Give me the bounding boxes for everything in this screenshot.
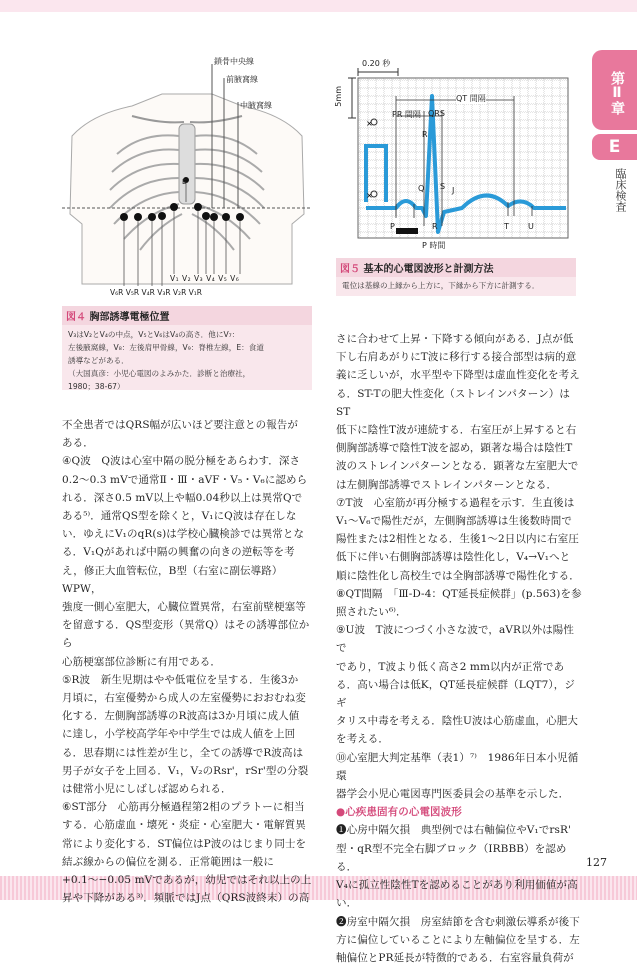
- left-line: +0.1〜−0.05 mVであるが，幼児ではそれ以上の上: [62, 874, 312, 887]
- label-E: E: [182, 178, 187, 186]
- right-line: V₁〜V₆で陽性だが，左側胸部誘導は生後数時間で: [336, 515, 572, 528]
- right-line: 器学会小児心電図専門医委員会の基準を示した．: [336, 788, 570, 801]
- fig5-time-label: 0.20 秒: [362, 59, 391, 68]
- left-line: ④Q波 Q波は心室中隔の脱分極をあらわす．深さ: [62, 455, 301, 468]
- section-tab: E: [592, 134, 637, 160]
- fig5-ptime: P 時間: [422, 241, 446, 250]
- left-line: 強度一側心室肥大，心臓位置異常，右室前壁梗塞等: [62, 601, 306, 614]
- left-line: に達し，小学校高学年や中学生では成人値を上回: [62, 728, 296, 741]
- fig5-note: 電位は基線の上縁から上方に，下縁から下方に計測する．: [342, 281, 540, 290]
- right-line: 低下に陰性T波が連続する．右室圧が上昇すると右: [336, 424, 577, 437]
- right-line: 照されたい⁶⁾．: [336, 606, 407, 619]
- fig5-P: P: [390, 222, 395, 231]
- fig4-number: 図４: [66, 312, 86, 323]
- left-line: ある⁵⁾．通常QS型を除くと，V₁にQ波は存在しな: [62, 510, 297, 523]
- fig5-T: T: [504, 222, 509, 231]
- top-band: [0, 0, 637, 12]
- fig5-J: J: [452, 186, 455, 195]
- right-line: は左側胸部誘導でストレインパターンとなる．: [336, 478, 558, 491]
- fig5-number: 図５: [340, 264, 360, 275]
- right-line: 側胸部誘導で陰性T波を認め，顕著な場合は陰性T: [336, 442, 573, 455]
- left-line: 月頃に，右室優勢から成人の左室優勢におおむね変: [62, 692, 306, 705]
- left-line: 男子が女子を上回る．V₁，V₂のRsr'，rSr'型の分裂: [62, 764, 309, 777]
- fig4-note-2: 左後腋窩線，V₈：左後肩甲骨線，V₉：脊椎左線，E：食道: [68, 343, 264, 352]
- right-line: 順に陰性化し高校生では全胸部誘導で陽性化する．: [336, 569, 580, 582]
- right-line: タリス中毒を考える．陰性U波は心筋虚血，心肥大: [336, 715, 578, 728]
- right-line: ❷房室中隔欠損 房室結節を含む刺激伝導系が後下: [336, 915, 580, 928]
- figure-4: [62, 54, 312, 304]
- left-line: る．V₁Qがあれば中隔の興奮の向きの逆転等を考: [62, 546, 295, 559]
- fig4-title: 胸部誘導電極位置: [89, 312, 170, 323]
- fig5-pr-label: PR 間隔: [392, 110, 421, 119]
- left-column: [62, 416, 312, 907]
- fig4-note-4: （大国真彦：小児心電図のよみかた．診断と治療社，: [68, 369, 251, 378]
- page-number: 127: [586, 856, 607, 869]
- left-line: 不全患者ではQRS幅が広いほど要注意との報告が: [62, 419, 299, 431]
- figure-4-caption: [62, 306, 312, 390]
- right-line: る．ST-Tの肥大性変化（ストレインパターン）はST: [336, 387, 570, 418]
- figure-5: [336, 56, 576, 256]
- fig5-Q: Q: [418, 184, 425, 193]
- fig5-S: S: [440, 182, 446, 191]
- right-line: であり，T波より低く高さ2 mm以内が正常であ: [336, 660, 565, 673]
- section-heading: ●心疾患固有の心電図波形: [336, 806, 462, 819]
- left-line: ⑥ST部分 心筋再分極過程第2相のプラトーに相当: [62, 801, 305, 814]
- label-clavicular: 鎖骨中央線: [214, 57, 254, 66]
- fig5-qrs-label: QRS: [428, 109, 445, 118]
- figure-5-caption: [336, 258, 576, 296]
- right-line: ⑩心室肥大判定基準（表1）⁷⁾ 1986年日本小児循環: [336, 751, 579, 782]
- label-mid-axillary: 中腋窩線: [240, 101, 272, 110]
- fig5-mv-label: 5mm: [334, 86, 343, 107]
- left-line: ⑤R波 新生児期はやや低電位を呈する．生後3か: [62, 673, 299, 686]
- right-line: ⑧QT間隔 「Ⅲ-D-4：QT延長症候群」(p.563)を参: [336, 587, 582, 600]
- fig5-U: U: [528, 222, 534, 231]
- chest-lead-diagram: [62, 54, 312, 304]
- right-line: V₄に孤立性陰性Tを認めることがあり利用価値が高: [336, 879, 578, 892]
- right-column: [336, 330, 584, 967]
- fig5-qt-label: QT 間隔: [456, 94, 486, 103]
- fig4-note-5: 1980；38-67）: [68, 382, 125, 391]
- left-line: る．思春期には性差が生じ，全ての誘導でR波高は: [62, 746, 304, 759]
- fig5-title: 基本的心電図波形と計測方法: [363, 264, 494, 275]
- fig4-note-1: V₃はV₂とV₄の中点，V₅とV₆はV₄の高さ．他にV₇：: [68, 330, 240, 339]
- left-line: は健常小児にしばしば認められる．: [62, 783, 232, 796]
- left-line: を留意する．QS型変形（異常Q）はその誘導部位から: [62, 619, 310, 650]
- right-line: い．: [336, 897, 358, 910]
- left-line: れる．深さ0.5 mV以上や幅0.04秒以上は異常Qで: [62, 491, 303, 504]
- left-line: する．心筋虚血・壊死・炎症・心室肥大・電解質異: [62, 819, 306, 832]
- right-line: る．高い場合は低K，QT延長症候群（LQT7），ジギ: [336, 678, 575, 710]
- right-line: 型・qR型不完全右脚ブロック（IRBBB）を認める．: [336, 842, 567, 873]
- label-ant-axillary: 前腋窩線: [226, 75, 258, 84]
- fig4-note-3: 誘導などがある．: [68, 356, 129, 365]
- left-line: ある．: [62, 437, 94, 450]
- right-line: 低下に伴い右側胸部誘導は陰性化し，V₄→V₁へと: [336, 551, 571, 564]
- right-line: 方に偏位していることにより左軸偏位を呈する．左: [336, 933, 580, 946]
- fig5-R: R: [422, 130, 428, 139]
- svg-text:×: ×: [366, 119, 373, 128]
- right-line: 陽性または2相性となる．生後1〜2日以内に右室圧: [336, 533, 579, 546]
- right-line: ❶心房中隔欠損 典型例では右軸偏位やV₁でrsR': [336, 824, 571, 837]
- right-line: 波のストレインパターンとなる．顕著な左室肥大で: [336, 460, 579, 473]
- left-line: 昇や下降がある³⁾．頻脈ではJ点（QRS波終末）の高: [62, 892, 310, 905]
- leads-left: V₁ V₂ V₃ V₄ V₅ V₆: [170, 274, 240, 283]
- left-line: 心筋梗塞部位診断に有用である．: [62, 655, 221, 668]
- right-line: さに合わせて上昇・下降する傾向がある．J点が低: [336, 333, 574, 345]
- chapter-tab: 第Ⅱ章: [592, 50, 637, 130]
- side-tab: [592, 50, 637, 240]
- leads-right: V₆R V₅R V₄R V₃R V₂R V₁R: [110, 288, 203, 297]
- left-line: 常により変化する．ST偏位はP波のはじまり同士を: [62, 837, 307, 850]
- left-line: 0.2〜0.3 mVで通常Ⅱ・Ⅲ・aVF・V₅・V₆に認めら: [62, 473, 308, 486]
- left-line: い．ゆえにV₁のqR(s)は学校心臓検診では異常とな: [62, 528, 305, 541]
- right-line: ⑨U波 T波につづく小さな波で，aVR以外は陽性で: [336, 624, 574, 655]
- right-line: 義に乏しいが，水平型や下降型は虚血性変化を考え: [336, 369, 580, 382]
- left-line: 化する．左側胸部誘導のR波高は3か月頃に成人値: [62, 710, 300, 723]
- left-line: え，修正大血管転位，B型（右室に副伝導路）WPW，: [62, 564, 283, 595]
- right-line: 軸偏位とPR延長が特徴的である．右室容量負荷が: [336, 951, 574, 964]
- fig5-R2: R: [432, 222, 438, 231]
- left-line: 結ぶ線からの偏位を測る．正常範囲は一般に: [62, 855, 274, 868]
- svg-text:×: ×: [366, 191, 373, 200]
- right-line: を考える．: [336, 733, 389, 746]
- right-line: ⑦T波 心室筋が再分極する過程を示す．生直後は: [336, 496, 575, 509]
- section-title: 臨床検査: [614, 168, 627, 212]
- ecg-diagram: [336, 56, 576, 256]
- right-line: 下し右肩あがりにT波に移行する接合部型は病的意: [336, 351, 577, 364]
